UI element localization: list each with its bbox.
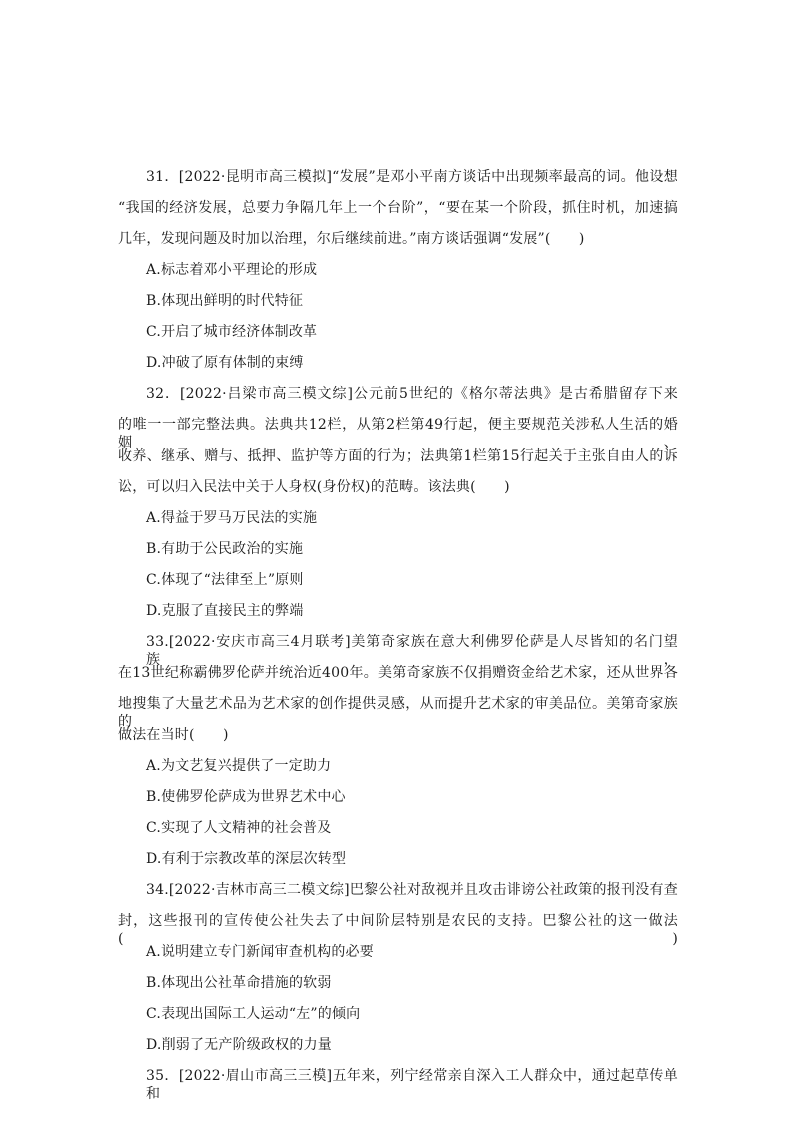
answer-option-a: A.为文艺复兴提供了一定助力: [146, 758, 332, 774]
answer-option-c: C.实现了人文精神的社会普及: [146, 820, 332, 836]
question-stem-line: 在13世纪称霸佛罗伦萨并统治近400年。美第奇家族不仅捐赠资金给艺术家，还从世界各: [118, 665, 678, 681]
answer-option-c: C.开启了城市经济体制改革: [146, 324, 318, 340]
question-stem-line: 31．[2022·昆明市高三模拟]“发展”是邓小平南方谈话中出现频率最高的词。他设想: [146, 169, 678, 185]
question-stem-line: 34.[2022·吉林市高三二模文综]巴黎公社对敌视并且攻击诽谤公社政策的报刊没有查: [146, 882, 678, 898]
answer-option-a: A.说明建立专门新闻审查机构的必要: [146, 944, 374, 960]
answer-option-a: A.标志着邓小平理论的形成: [146, 262, 318, 278]
document-page: [118, 0, 678, 1123]
question-stem-line: 35．[2022·眉山市高三三模]五年来，列宁经常亲自深入工人群众中，通过起草传单和: [146, 1068, 678, 1102]
answer-option-b: B.有助于公民政治的实施: [146, 541, 304, 557]
answer-option-b: B.体现出公社革命措施的软弱: [146, 975, 332, 991]
question-stem-line: 封，这些报刊的宣传使公社失去了中间阶层特别是农民的支持。巴黎公社的这一做法( ): [118, 913, 678, 947]
question-stem-line: 讼，可以归入民法中关于人身权(身份权)的范畴。该法典( ): [118, 479, 510, 495]
question-stem-line: “我国的经济发展，总要力争隔几年上一个台阶”，“要在某一个阶段，抓住时机，加速搞: [118, 200, 678, 216]
question-stem-line: 地搜集了大量艺术品为艺术家的创作提供灵感，从而提升艺术家的审美品位。美第奇家族的: [118, 696, 678, 730]
answer-option-d: D.有利于宗教改革的深层次转型: [146, 851, 347, 867]
answer-option-c: C.表现出国际工人运动“左”的倾向: [146, 1006, 361, 1022]
question-stem-line: 33.[2022·安庆市高三4月联考]美第奇家族在意大利佛罗伦萨是人尽皆知的名门望族，: [146, 634, 678, 668]
answer-option-b: B.使佛罗伦萨成为世界艺术中心: [146, 789, 346, 805]
question-stem-line: 32．[2022·吕梁市高三模文综]公元前5世纪的《格尔蒂法典》是古希腊留存下来: [146, 386, 678, 402]
question-stem-line: 几年，发现问题及时加以治理，尔后继续前进。”南方谈话强调“发展”( ): [118, 231, 585, 247]
answer-option-d: D.冲破了原有体制的束缚: [146, 355, 304, 371]
answer-option-d: D.克服了直接民主的弊端: [146, 603, 304, 619]
answer-option-b: B.体现出鲜明的时代特征: [146, 293, 304, 309]
question-stem-line: 做法在当时( ): [118, 727, 229, 743]
question-stem-line: 收养、继承、赠与、抵押、监护等方面的行为；法典第1栏第15行起关于主张自由人的诉: [118, 448, 678, 464]
answer-option-c: C.体现了“法律至上”原则: [146, 572, 304, 588]
answer-option-d: D.削弱了无产阶级政权的力量: [146, 1037, 332, 1053]
question-stem-line: 的唯一一部完整法典。法典共12栏，从第2栏第49行起，便主要规范关涉私人生活的婚姻、: [118, 417, 678, 451]
answer-option-a: A.得益于罗马万民法的实施: [146, 510, 318, 526]
